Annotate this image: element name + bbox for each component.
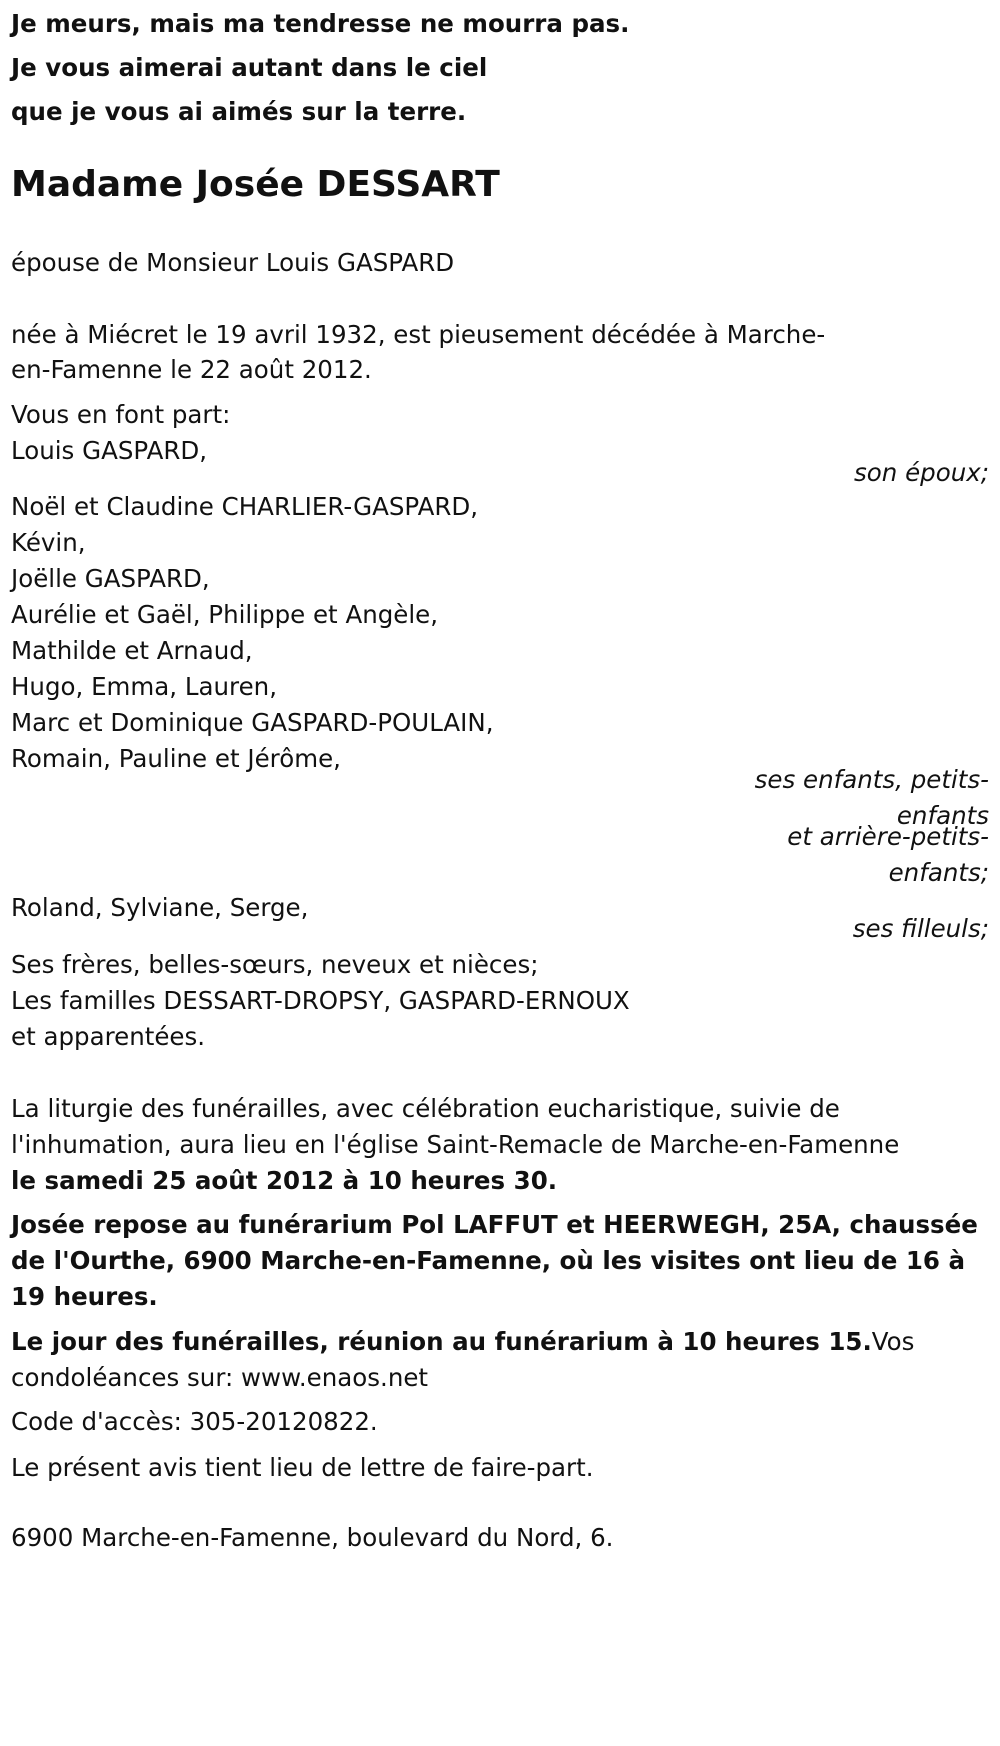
godchildren-names: Roland, Sylviane, Serge, bbox=[11, 893, 309, 922]
deceased-name: Madame Josée DESSART bbox=[11, 164, 500, 205]
reunion-bold: Le jour des funérailles, réunion au funérarium à 10 heures 15. bbox=[11, 1327, 872, 1356]
notice-line: Le présent avis tient lieu de lettre de faire-part. bbox=[11, 1453, 594, 1482]
funerarium-line: de l'Ourthe, 6900 Marche-en-Famenne, où les visites ont lieu de 16 à bbox=[11, 1246, 966, 1275]
announce-intro: Vous en font part: bbox=[11, 400, 231, 429]
address-line: 6900 Marche-en-Famenne, boulevard du Nord, 6. bbox=[11, 1523, 614, 1552]
reunion-line bbox=[11, 1327, 914, 1357]
child-line: Mathilde et Arnaud, bbox=[11, 636, 253, 665]
funerarium-line: Josée repose au funérarium Pol LAFFUT et HEERWEGH, 25A, chaussée bbox=[11, 1210, 978, 1239]
birth-death-line: en-Famenne le 22 août 2012. bbox=[11, 355, 372, 384]
birth-death-line: née à Miécret le 19 avril 1932, est pieusement décédée à Marche- bbox=[11, 320, 826, 349]
husband-name: Louis GASPARD, bbox=[11, 436, 208, 465]
condolences-line: condoléances sur: www.enaos.net bbox=[11, 1363, 429, 1392]
access-code: Code d'accès: 305-20120822. bbox=[11, 1407, 378, 1436]
child-line: Romain, Pauline et Jérôme, bbox=[11, 744, 341, 773]
husband-role: son époux; bbox=[854, 458, 989, 487]
child-line: Marc et Dominique GASPARD-POULAIN, bbox=[11, 708, 494, 737]
children-role-line: enfants; bbox=[888, 858, 989, 887]
child-line: Aurélie et Gaël, Philippe et Angèle, bbox=[11, 600, 439, 629]
liturgy-line: l'inhumation, aura lieu en l'église Saint-Remacle de Marche-en-Famenne bbox=[11, 1130, 900, 1159]
funerarium-line: 19 heures. bbox=[11, 1282, 158, 1311]
family-line: Ses frères, belles-sœurs, neveux et nièces; bbox=[11, 950, 539, 979]
family-line: et apparentées. bbox=[11, 1022, 206, 1051]
condolences-start: Vos bbox=[871, 1327, 915, 1356]
spouse-line: épouse de Monsieur Louis GASPARD bbox=[11, 248, 455, 277]
epigraph-line: Je vous aimerai autant dans le ciel bbox=[11, 53, 488, 82]
liturgy-date: le samedi 25 août 2012 à 10 heures 30. bbox=[11, 1166, 558, 1195]
godchildren-role: ses filleuls; bbox=[852, 914, 989, 943]
child-line: Hugo, Emma, Lauren, bbox=[11, 672, 277, 701]
epigraph-line: Je meurs, mais ma tendresse ne mourra pas. bbox=[11, 9, 630, 38]
children-role-line: enfants bbox=[896, 801, 989, 830]
children-role-line: ses enfants, petits- bbox=[754, 765, 989, 794]
liturgy-line: La liturgie des funérailles, avec célébration eucharistique, suivie de bbox=[11, 1094, 840, 1123]
family-line: Les familles DESSART-DROPSY, GASPARD-ERNOUX bbox=[11, 986, 630, 1015]
children-role-line: et arrière-petits- bbox=[787, 822, 989, 851]
child-line: Noël et Claudine CHARLIER-GASPARD, bbox=[11, 492, 479, 521]
epigraph-line: que je vous ai aimés sur la terre. bbox=[11, 97, 467, 126]
child-line: Joëlle GASPARD, bbox=[11, 564, 210, 593]
child-line: Kévin, bbox=[11, 528, 86, 557]
